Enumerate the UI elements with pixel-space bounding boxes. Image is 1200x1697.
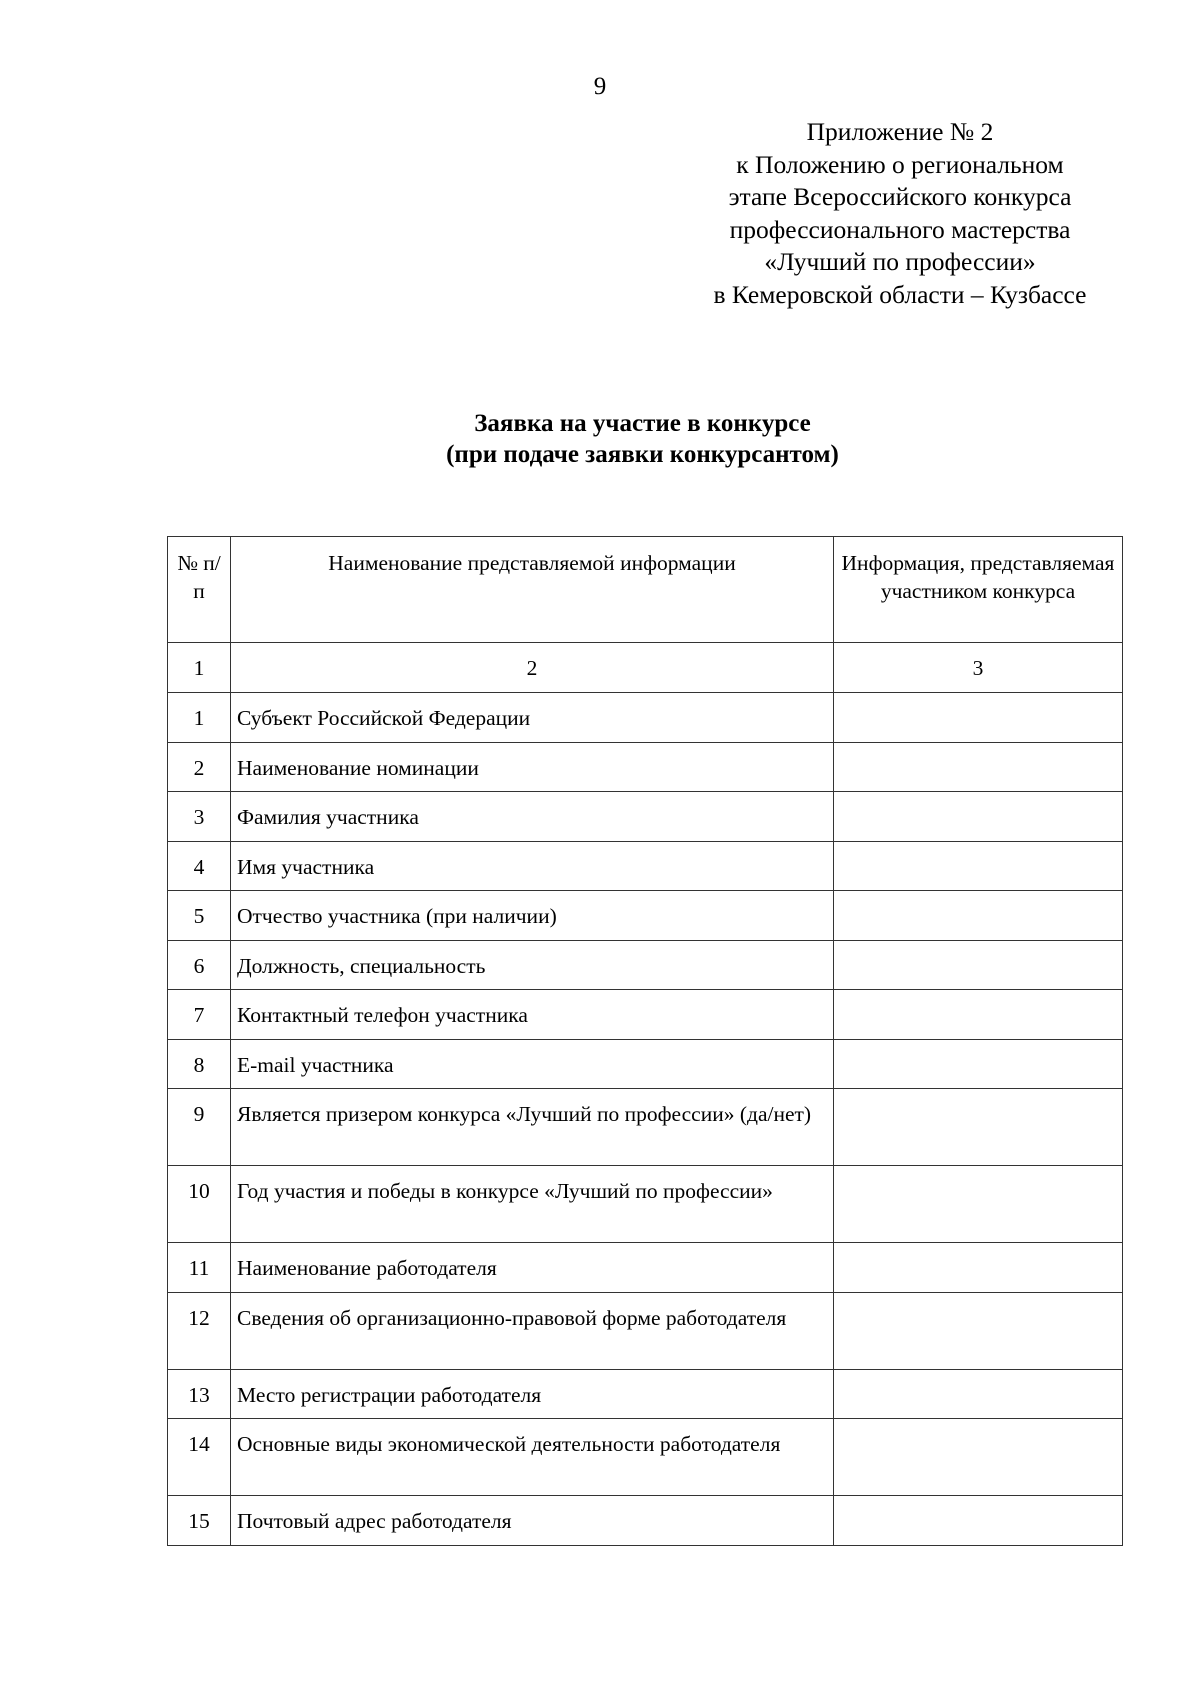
table-row — [168, 1419, 1123, 1496]
row-label: Место регистрации работодателя — [231, 1369, 834, 1419]
column-number: 1 — [168, 643, 231, 693]
title-line-1: Заявка на участие в конкурсе — [474, 410, 811, 437]
row-value-cell[interactable] — [834, 990, 1123, 1040]
row-number: 10 — [168, 1166, 231, 1243]
table-row — [168, 693, 1123, 743]
row-label: Контактный телефон участника — [231, 990, 834, 1040]
row-value-cell[interactable] — [834, 1419, 1123, 1496]
row-number: 3 — [168, 792, 231, 842]
row-number: 14 — [168, 1419, 231, 1496]
row-value-cell[interactable] — [834, 1292, 1123, 1369]
table-row — [168, 1039, 1123, 1089]
table-row — [168, 1369, 1123, 1419]
row-number: 9 — [168, 1089, 231, 1166]
table-row — [168, 891, 1123, 941]
row-number: 12 — [168, 1292, 231, 1369]
column-number: 2 — [231, 643, 834, 693]
row-number: 13 — [168, 1369, 231, 1419]
appendix-line: к Положению о региональном — [736, 149, 1064, 179]
row-value-cell[interactable] — [834, 693, 1123, 743]
table-row — [168, 1496, 1123, 1546]
appendix-line: «Лучший по профессии» — [764, 247, 1036, 276]
appendix-line: профессионального мастерства — [729, 214, 1071, 244]
row-value-cell[interactable] — [834, 1496, 1123, 1546]
table-row — [168, 792, 1123, 842]
row-label: Является призером конкурса «Лучший по профессии» (да/нет) — [231, 1089, 834, 1166]
row-label: E-mail участника — [231, 1039, 834, 1089]
row-number: 6 — [168, 940, 231, 990]
appendix-heading — [680, 116, 1120, 311]
table-row — [168, 841, 1123, 891]
row-label: Субъект Российской Федерации — [231, 693, 834, 743]
row-value-cell[interactable] — [834, 891, 1123, 941]
row-label: Основные виды экономической деятельности работодателя — [231, 1419, 834, 1496]
appendix-line: Приложение № 2 — [806, 117, 994, 146]
header-info-name: Наименование представляемой информации — [231, 537, 834, 643]
row-label: Имя участника — [231, 841, 834, 891]
row-number: 7 — [168, 990, 231, 1040]
appendix-line: в Кемеровской области – Кузбассе — [713, 279, 1087, 309]
row-number: 5 — [168, 891, 231, 941]
application-form-table — [167, 536, 1123, 1546]
header-info-value: Информация, представляемая участником конкурса — [834, 537, 1123, 643]
row-value-cell[interactable] — [834, 940, 1123, 990]
row-number: 8 — [168, 1039, 231, 1089]
row-value-cell[interactable] — [834, 841, 1123, 891]
row-label: Сведения об организационно-правовой форме работодателя — [231, 1292, 834, 1369]
row-label: Наименование работодателя — [231, 1243, 834, 1293]
row-label: Фамилия участника — [231, 792, 834, 842]
table-row — [168, 1166, 1123, 1243]
row-value-cell[interactable] — [834, 792, 1123, 842]
row-value-cell[interactable] — [834, 1166, 1123, 1243]
row-number: 1 — [168, 693, 231, 743]
row-label: Год участия и победы в конкурсе «Лучший по профессии» — [231, 1166, 834, 1243]
table-row — [168, 1292, 1123, 1369]
row-label: Почтовый адрес работодателя — [231, 1496, 834, 1546]
row-value-cell[interactable] — [834, 1243, 1123, 1293]
row-number: 2 — [168, 742, 231, 792]
row-value-cell[interactable] — [834, 1039, 1123, 1089]
row-label: Отчество участника (при наличии) — [231, 891, 834, 941]
row-value-cell[interactable] — [834, 742, 1123, 792]
table-row — [168, 1243, 1123, 1293]
table-row — [168, 1089, 1123, 1166]
column-number-row — [168, 643, 1123, 693]
appendix-line: этапе Всероссийского конкурса — [728, 182, 1072, 211]
table-row — [168, 742, 1123, 792]
row-value-cell[interactable] — [834, 1089, 1123, 1166]
row-value-cell[interactable] — [834, 1369, 1123, 1419]
table-header-row — [168, 537, 1123, 643]
column-number: 3 — [834, 643, 1123, 693]
row-number: 11 — [168, 1243, 231, 1293]
table-row — [168, 940, 1123, 990]
row-number: 4 — [168, 841, 231, 891]
header-number: № п/п — [168, 537, 231, 643]
title-line-2: (при подаче заявки конкурсантом) — [446, 441, 839, 468]
row-label: Должность, специальность — [231, 940, 834, 990]
page-number: 9 — [593, 73, 607, 100]
row-number: 15 — [168, 1496, 231, 1546]
document-title — [0, 408, 1200, 470]
row-label: Наименование номинации — [231, 742, 834, 792]
table-row — [168, 990, 1123, 1040]
